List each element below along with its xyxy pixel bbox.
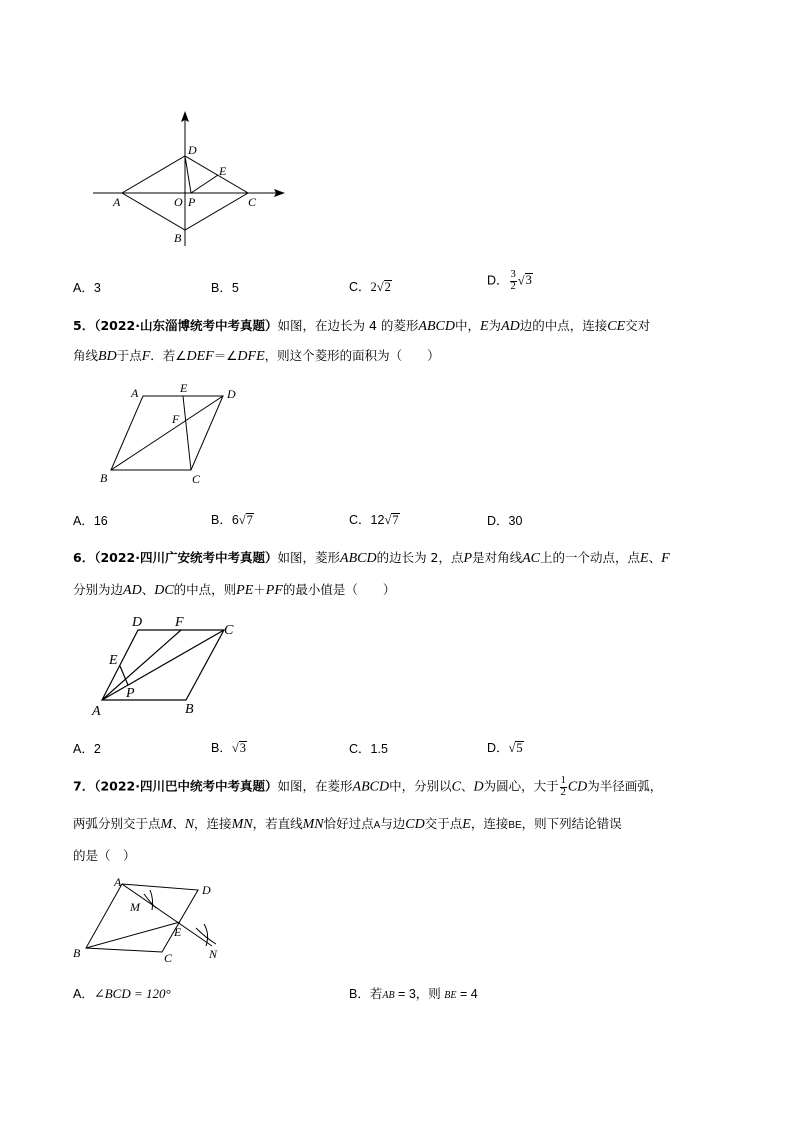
q5-diagonal-bd [111,396,223,470]
q5-figure [95,380,255,490]
option-value: 3 [93,281,101,295]
q5-option-d: D．30 [487,514,523,528]
q5-option-b: B．6√7 [211,513,253,527]
q7-label-n: N [209,947,218,961]
q6-label-a: A [92,704,101,719]
q6-label-d: D [132,615,143,630]
q6-option-a: A．2 [73,742,101,756]
q7-arc-n-2 [204,924,208,946]
q5-segment-ce [183,396,191,470]
q5-label-c: C [192,472,201,486]
q6-label-b: B [185,702,194,717]
q4-option-b [211,278,239,296]
q6-label-e: E [109,653,118,668]
q4-option-a [73,278,101,296]
q7-line-1: 7．（2022·四川巴中统考中考真题）如图，在菱形ABCD中，分别以C、D为圆心，大于 $\frac{1}{2}$ CD为半径画弧， [73,775,663,798]
q4-segment-pe [191,175,218,193]
q5-label-d: D [227,387,236,401]
q7-label-c: C [164,951,173,965]
q7-arc-m-2 [150,890,153,910]
q6-segment-ep [120,666,128,685]
q7-line-2: 两弧分别交于点M、N，连接MN，若直线MN恰好过点A与边CD交于点E，连接BE，则下列结论错误 [73,816,622,832]
q4-label-c: C [248,195,257,209]
q7-line-3: 的是（ ） [73,848,136,863]
option-letter: D． [487,273,509,288]
option-radicand: 2 [384,280,391,294]
q7-label-m: M [130,900,140,914]
q6-line-2: 分别为边AD、DC的中点，则PE＋PF的最小值是（ ） [73,582,396,598]
q7-label-a: A [114,876,122,889]
option-fraction: $\frac{3}{2}$ [510,269,516,292]
q6-figure [88,612,248,722]
q6-option-d: D．√5 [487,741,523,755]
q5-label-a: A [131,386,139,400]
q5-line-1: 5．（2022·山东淄博统考中考真题）如图，在边长为 4 的菱形ABCD中，E为AD边的中点，连接CE交对 [73,318,651,334]
q4-label-d: D [188,143,197,157]
q5-label-f: F [172,412,180,426]
option-value: 5 [231,281,239,295]
option-letter: A． [73,281,94,295]
q5-label-e: E [180,381,188,395]
q6-label-p: P [126,686,135,701]
q6-label-c: C [224,623,234,638]
q7-segment-be [86,922,180,948]
q4-segment-dp [185,156,191,193]
q5-line-2: 角线BD于点F．若∠DEF＝∠DFE，则这个菱形的面积为（ ） [73,348,440,364]
q7-label-e: E [174,925,182,939]
q4-figure [88,108,293,248]
option-coef: 2 [370,280,377,294]
q4-label-e: E [219,164,227,178]
q7-label-b: B [73,946,81,960]
q4-option-d: D． $\frac{3}{2}$ √3 [487,269,532,292]
q6-label-f: F [175,615,184,630]
option-letter: B． [211,281,232,295]
q6-line-1: 6．（2022·四川广安统考中考真题）如图，菱形ABCD的边长为 2，点P是对角线AC上的一个动点，点E、F [73,550,670,566]
option-letter: C． [349,280,371,294]
question-source: （2022·山东淄博统考中考真题） [94,318,278,333]
q4-label-p: P [188,195,196,209]
q7-option-b: B．若AB = 3，则 BE = 4 [349,987,478,1001]
q5-option-a: A．16 [73,514,108,528]
q4-option-c: C．2√2 [349,280,391,294]
q7-rhombus [86,884,198,952]
q4-label-b: B [174,231,182,245]
q7-line-mn [122,884,212,946]
q5-label-b: B [100,471,108,485]
q7-label-d: D [202,883,211,897]
q7-option-a: A．∠BCD = 120° [73,986,171,1001]
q7-figure [70,876,235,966]
question-number: 5． [73,318,95,333]
q4-label-a: A [113,195,121,209]
q7-fraction: $\frac{1}{2}$ [560,775,566,798]
q6-option-b: B．√3 [211,741,246,755]
option-radicand: 3 [525,273,532,288]
q4-label-o: O [174,195,183,209]
q5-option-c: C．12√7 [349,513,399,527]
q6-option-c: C．1.5 [349,742,388,756]
